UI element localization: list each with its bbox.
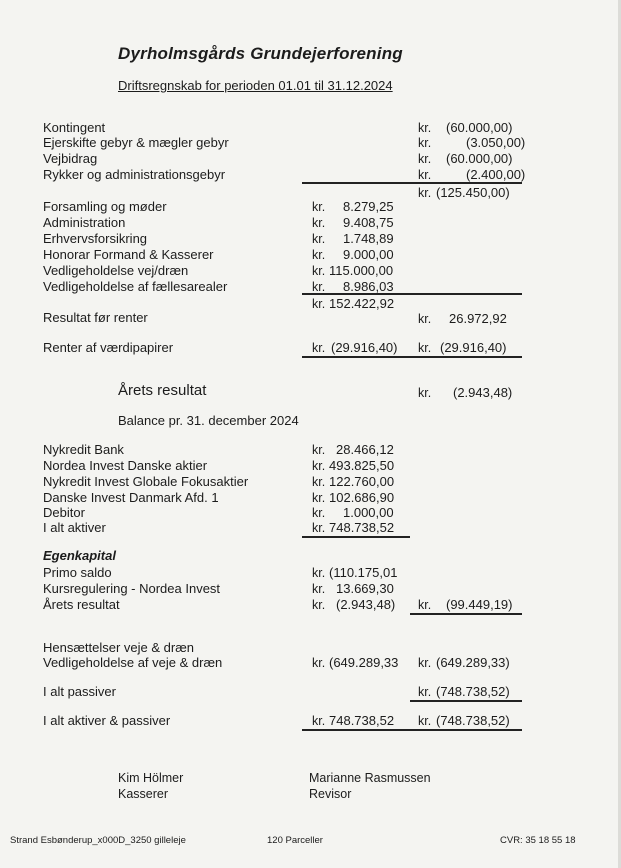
year-result-amount: (2.943,48): [453, 385, 513, 400]
currency-label: kr.: [312, 248, 326, 262]
currency-label: kr.: [312, 506, 326, 520]
expense-amount: 9.408,75: [343, 215, 394, 230]
equity-label: Årets resultat: [43, 597, 120, 612]
balance-title: Balance pr. 31. december 2024: [118, 413, 299, 428]
currency-label: kr.: [312, 459, 326, 473]
income-label: Rykker og administrationsgebyr: [43, 167, 226, 182]
currency-label: kr.: [418, 152, 432, 166]
footer-address: Strand Esbønderup_x000D_3250 gilleleje: [10, 835, 186, 846]
currency-label: kr.: [418, 656, 432, 670]
year-result-label: Årets resultat: [118, 382, 207, 399]
sum-line: [302, 536, 410, 538]
currency-label: kr.: [418, 714, 432, 728]
expenses-total: 152.422,92: [329, 296, 395, 311]
total-all-label: I alt aktiver & passiver: [43, 713, 171, 728]
provisions-label: Vedligeholdelse af veje & dræn: [43, 655, 223, 670]
income-label: Kontingent: [43, 120, 106, 135]
equity-amount: (2.943,48): [336, 597, 396, 612]
result-before-interest-amount: 26.972,92: [449, 311, 507, 326]
signature-role: Kasserer: [118, 787, 169, 801]
income-amount: (60.000,00): [446, 151, 513, 166]
interest-label: Renter af værdipapirer: [43, 340, 174, 355]
equity-amount: 13.669,30: [336, 581, 394, 596]
expense-amount: 8.279,25: [343, 199, 394, 214]
asset-label: Nordea Invest Danske aktier: [43, 458, 208, 473]
equity-heading: Egenkapital: [43, 548, 116, 563]
provisions-amount-right: (649.289,33): [436, 655, 510, 670]
equity-label: Kursregulering - Nordea Invest: [43, 581, 221, 596]
currency-label: kr.: [312, 566, 326, 580]
income-label: Vejbidrag: [43, 151, 98, 166]
sum-line: [302, 182, 522, 184]
sum-line: [302, 293, 522, 295]
expense-amount: 9.000,00: [343, 247, 394, 262]
equity-label: Primo saldo: [43, 565, 112, 580]
currency-label: kr.: [312, 714, 326, 728]
asset-label: Nykredit Bank: [43, 442, 124, 457]
currency-label: kr.: [312, 216, 326, 230]
equity-amount: (110.175,01: [329, 565, 398, 580]
equity-total: (99.449,19): [446, 597, 513, 612]
currency-label: kr.: [312, 598, 326, 612]
currency-label: kr.: [418, 386, 432, 400]
assets-total: 748.738,52: [329, 520, 395, 535]
footer-parcels: 120 Parceller: [267, 835, 323, 846]
document-subtitle: Driftsregnskab for perioden 01.01 til 31.12.2024: [118, 78, 393, 93]
asset-label: Nykredit Invest Globale Fokusaktier: [43, 474, 249, 489]
currency-label: kr.: [418, 312, 432, 326]
expense-label: Honorar Formand & Kasserer: [43, 247, 214, 262]
asset-label: Danske Invest Danmark Afd. 1: [43, 490, 219, 505]
currency-label: kr.: [418, 121, 432, 135]
currency-label: kr.: [312, 200, 326, 214]
interest-amount-mid: (29.916,40): [331, 340, 398, 355]
asset-amount: 102.686,90: [329, 490, 395, 505]
currency-label: kr.: [418, 186, 432, 200]
income-amount: (3.050,00): [466, 135, 526, 150]
currency-label: kr.: [312, 280, 326, 294]
sum-line: [410, 613, 522, 615]
asset-label: Debitor: [43, 505, 85, 520]
total-liabilities-amount: (748.738,52): [436, 684, 510, 699]
signature-role: Revisor: [309, 787, 352, 801]
currency-label: kr.: [312, 264, 326, 278]
currency-label: kr.: [418, 136, 432, 150]
income-amount: (60.000,00): [446, 120, 513, 135]
sum-line: [302, 729, 522, 731]
asset-amount: 122.760,00: [329, 474, 395, 489]
currency-label: kr.: [418, 341, 432, 355]
currency-label: kr.: [312, 521, 326, 535]
sum-line: [410, 700, 522, 702]
expense-label: Erhvervsforsikring: [43, 231, 148, 246]
currency-label: kr.: [312, 475, 326, 489]
income-amount: (2.400,00): [466, 167, 526, 182]
expense-label: Administration: [43, 215, 126, 230]
currency-label: kr.: [312, 491, 326, 505]
document-title: Dyrholmsgårds Grundejerforening: [118, 44, 403, 63]
currency-label: kr.: [418, 685, 432, 699]
income-total: (125.450,00): [436, 185, 510, 200]
footer-cvr: CVR: 35 18 55 18: [500, 835, 576, 846]
expense-amount: 115.000,00: [329, 263, 394, 278]
expense-amount: 1.748,89: [343, 231, 394, 246]
expense-amount: 8.986,03: [343, 279, 394, 294]
asset-amount: 1.000,00: [343, 505, 394, 520]
currency-label: kr.: [418, 598, 432, 612]
provisions-amount-mid: (649.289,33: [329, 655, 399, 670]
asset-amount: 493.825,50: [329, 458, 395, 473]
currency-label: kr.: [418, 168, 432, 182]
currency-label: kr.: [312, 582, 326, 596]
result-before-interest-label: Resultat før renter: [43, 310, 148, 325]
signature-name: Kim Hölmer: [118, 771, 184, 785]
provisions-heading: Hensættelser veje & dræn: [43, 640, 195, 655]
currency-label: kr.: [312, 341, 326, 355]
total-all-amount-right: (748.738,52): [436, 713, 510, 728]
currency-label: kr.: [312, 232, 326, 246]
expense-label: Vedligeholdelse vej/dræn: [43, 263, 189, 278]
income-label: Ejerskifte gebyr & mægler gebyr: [43, 135, 229, 150]
total-liabilities-label: I alt passiver: [43, 684, 116, 699]
total-all-amount-mid: 748.738,52: [329, 713, 395, 728]
asset-amount: 28.466,12: [336, 442, 394, 457]
currency-label: kr.: [312, 297, 326, 311]
currency-label: kr.: [312, 443, 326, 457]
asset-label: I alt aktiver: [43, 520, 106, 535]
currency-label: kr.: [312, 656, 326, 670]
signature-name: Marianne Rasmussen: [309, 771, 431, 785]
expense-label: Forsamling og møder: [43, 199, 167, 214]
sum-line: [302, 356, 522, 358]
expense-label: Vedligeholdelse af fællesarealer: [43, 279, 228, 294]
interest-amount-right: (29.916,40): [440, 340, 507, 355]
